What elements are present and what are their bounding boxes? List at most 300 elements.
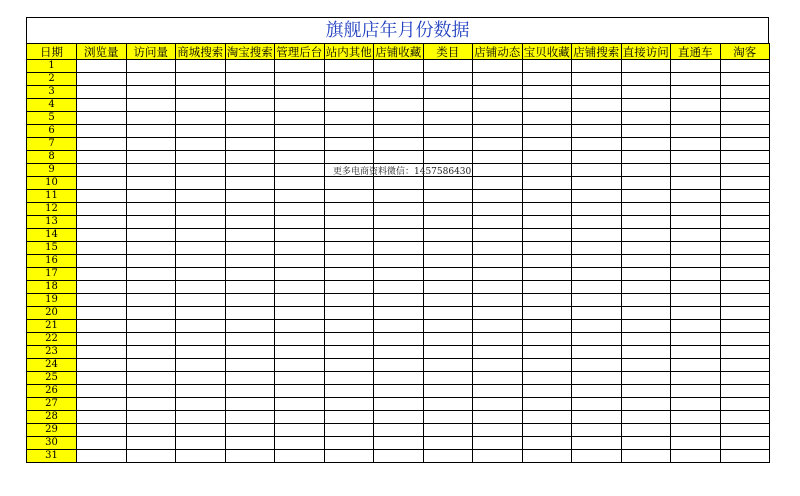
data-cell[interactable] (621, 424, 671, 437)
data-cell[interactable] (275, 424, 325, 437)
data-cell[interactable] (374, 242, 424, 255)
data-cell[interactable] (522, 229, 572, 242)
data-cell[interactable] (324, 203, 374, 216)
data-cell[interactable] (126, 203, 176, 216)
data-cell[interactable] (621, 359, 671, 372)
data-cell[interactable] (473, 320, 523, 333)
data-cell[interactable] (374, 437, 424, 450)
data-cell[interactable] (225, 242, 275, 255)
data-cell[interactable] (572, 333, 622, 346)
data-cell[interactable] (473, 294, 523, 307)
data-cell[interactable] (473, 138, 523, 151)
data-cell[interactable] (671, 138, 721, 151)
data-cell[interactable] (522, 73, 572, 86)
data-cell[interactable] (572, 229, 622, 242)
data-cell[interactable] (225, 112, 275, 125)
data-cell[interactable] (126, 216, 176, 229)
data-cell[interactable] (423, 203, 473, 216)
data-cell[interactable] (324, 385, 374, 398)
data-cell[interactable] (176, 60, 226, 73)
data-cell[interactable] (374, 398, 424, 411)
data-cell[interactable] (621, 372, 671, 385)
data-cell[interactable] (176, 216, 226, 229)
data-cell[interactable] (126, 151, 176, 164)
day-cell[interactable]: 20 (27, 307, 77, 320)
data-cell[interactable] (77, 437, 127, 450)
data-cell[interactable] (671, 294, 721, 307)
data-cell[interactable] (77, 320, 127, 333)
data-cell[interactable] (275, 307, 325, 320)
data-cell[interactable] (225, 73, 275, 86)
data-cell[interactable] (621, 281, 671, 294)
data-cell[interactable] (225, 86, 275, 99)
data-cell[interactable] (374, 73, 424, 86)
data-cell[interactable] (621, 151, 671, 164)
data-cell[interactable] (522, 372, 572, 385)
data-cell[interactable] (473, 112, 523, 125)
data-cell[interactable] (126, 229, 176, 242)
data-cell[interactable] (176, 346, 226, 359)
data-cell[interactable] (126, 177, 176, 190)
data-cell[interactable] (572, 99, 622, 112)
data-cell[interactable] (275, 151, 325, 164)
data-cell[interactable] (77, 86, 127, 99)
data-cell[interactable] (176, 450, 226, 463)
data-cell[interactable] (473, 86, 523, 99)
data-cell[interactable] (671, 268, 721, 281)
data-cell[interactable] (572, 73, 622, 86)
data-cell[interactable] (522, 437, 572, 450)
data-cell[interactable] (176, 320, 226, 333)
data-cell[interactable] (77, 281, 127, 294)
data-cell[interactable] (126, 86, 176, 99)
data-cell[interactable] (77, 216, 127, 229)
data-cell[interactable] (77, 411, 127, 424)
data-cell[interactable] (423, 411, 473, 424)
data-cell[interactable] (225, 190, 275, 203)
data-cell[interactable] (324, 281, 374, 294)
data-cell[interactable] (522, 255, 572, 268)
data-cell[interactable] (126, 112, 176, 125)
data-cell[interactable] (225, 216, 275, 229)
data-cell[interactable] (473, 307, 523, 320)
day-cell[interactable]: 29 (27, 424, 77, 437)
day-cell[interactable]: 21 (27, 320, 77, 333)
data-cell[interactable] (324, 73, 374, 86)
data-cell[interactable] (671, 203, 721, 216)
data-cell[interactable] (77, 307, 127, 320)
data-cell[interactable] (324, 359, 374, 372)
data-cell[interactable] (671, 411, 721, 424)
data-cell[interactable] (275, 385, 325, 398)
data-cell[interactable] (572, 125, 622, 138)
data-cell[interactable] (522, 112, 572, 125)
data-cell[interactable] (275, 177, 325, 190)
data-cell[interactable] (671, 151, 721, 164)
data-cell[interactable] (621, 320, 671, 333)
data-cell[interactable] (324, 138, 374, 151)
data-cell[interactable] (275, 216, 325, 229)
data-cell[interactable] (720, 398, 770, 411)
data-cell[interactable] (324, 294, 374, 307)
data-cell[interactable] (720, 255, 770, 268)
data-cell[interactable] (176, 333, 226, 346)
data-cell[interactable] (522, 151, 572, 164)
data-cell[interactable] (522, 320, 572, 333)
data-cell[interactable] (275, 138, 325, 151)
data-cell[interactable] (77, 112, 127, 125)
data-cell[interactable] (621, 307, 671, 320)
data-cell[interactable] (225, 138, 275, 151)
data-cell[interactable] (720, 359, 770, 372)
data-cell[interactable] (671, 177, 721, 190)
data-cell[interactable] (176, 255, 226, 268)
data-cell[interactable] (126, 281, 176, 294)
data-cell[interactable] (671, 60, 721, 73)
data-cell[interactable] (572, 86, 622, 99)
data-cell[interactable] (572, 268, 622, 281)
data-cell[interactable] (225, 372, 275, 385)
data-cell[interactable] (324, 268, 374, 281)
data-cell[interactable] (176, 112, 226, 125)
data-cell[interactable] (225, 164, 275, 177)
data-cell[interactable] (225, 281, 275, 294)
data-cell[interactable] (423, 346, 473, 359)
data-cell[interactable] (720, 437, 770, 450)
day-cell[interactable]: 9 (27, 164, 77, 177)
day-cell[interactable]: 2 (27, 73, 77, 86)
data-cell[interactable] (423, 216, 473, 229)
data-cell[interactable] (275, 268, 325, 281)
data-cell[interactable] (671, 372, 721, 385)
data-cell[interactable] (77, 424, 127, 437)
data-cell[interactable] (77, 385, 127, 398)
data-cell[interactable] (275, 294, 325, 307)
data-cell[interactable] (225, 437, 275, 450)
data-cell[interactable] (176, 411, 226, 424)
day-cell[interactable]: 31 (27, 450, 77, 463)
data-cell[interactable] (324, 99, 374, 112)
data-cell[interactable] (423, 86, 473, 99)
data-cell[interactable] (522, 125, 572, 138)
column-header[interactable]: 店铺动态 (474, 44, 521, 59)
data-cell[interactable] (77, 138, 127, 151)
data-cell[interactable] (473, 372, 523, 385)
data-cell[interactable] (374, 151, 424, 164)
data-cell[interactable] (572, 346, 622, 359)
data-cell[interactable] (374, 203, 424, 216)
data-cell[interactable] (572, 359, 622, 372)
data-cell[interactable] (176, 359, 226, 372)
data-cell[interactable] (176, 398, 226, 411)
data-cell[interactable] (324, 333, 374, 346)
data-cell[interactable] (374, 333, 424, 346)
data-cell[interactable] (324, 437, 374, 450)
day-cell[interactable]: 30 (27, 437, 77, 450)
data-cell[interactable] (720, 151, 770, 164)
data-cell[interactable] (621, 99, 671, 112)
data-cell[interactable] (572, 216, 622, 229)
data-cell[interactable] (423, 333, 473, 346)
data-cell[interactable] (522, 333, 572, 346)
data-cell[interactable] (522, 450, 572, 463)
data-cell[interactable] (225, 424, 275, 437)
day-cell[interactable]: 25 (27, 372, 77, 385)
data-cell[interactable] (324, 242, 374, 255)
data-cell[interactable] (621, 138, 671, 151)
data-cell[interactable] (473, 424, 523, 437)
data-cell[interactable] (77, 333, 127, 346)
data-cell[interactable] (225, 346, 275, 359)
data-cell[interactable] (374, 411, 424, 424)
column-header[interactable]: 直通车 (671, 44, 721, 60)
data-cell[interactable] (522, 60, 572, 73)
day-cell[interactable]: 6 (27, 125, 77, 138)
data-cell[interactable] (176, 73, 226, 86)
data-cell[interactable] (720, 268, 770, 281)
data-cell[interactable] (275, 99, 325, 112)
data-cell[interactable] (275, 359, 325, 372)
day-cell[interactable]: 7 (27, 138, 77, 151)
data-cell[interactable] (720, 294, 770, 307)
data-cell[interactable] (77, 398, 127, 411)
data-cell[interactable] (225, 125, 275, 138)
data-cell[interactable] (621, 73, 671, 86)
data-cell[interactable] (473, 255, 523, 268)
data-cell[interactable] (473, 164, 523, 177)
data-cell[interactable] (324, 346, 374, 359)
data-cell[interactable] (572, 281, 622, 294)
data-cell[interactable] (720, 424, 770, 437)
data-cell[interactable] (225, 333, 275, 346)
data-cell[interactable] (473, 99, 523, 112)
data-cell[interactable] (671, 190, 721, 203)
day-cell[interactable]: 26 (27, 385, 77, 398)
data-cell[interactable] (77, 255, 127, 268)
data-cell[interactable] (275, 190, 325, 203)
data-cell[interactable] (522, 398, 572, 411)
data-cell[interactable] (522, 424, 572, 437)
data-cell[interactable] (572, 320, 622, 333)
data-cell[interactable] (473, 411, 523, 424)
data-cell[interactable] (374, 450, 424, 463)
data-cell[interactable] (572, 164, 622, 177)
data-cell[interactable] (176, 151, 226, 164)
data-cell[interactable] (275, 255, 325, 268)
data-cell[interactable] (126, 411, 176, 424)
column-header[interactable]: 站内其他 (325, 44, 372, 59)
data-cell[interactable] (77, 177, 127, 190)
data-cell[interactable] (621, 411, 671, 424)
data-cell[interactable] (77, 229, 127, 242)
data-cell[interactable] (621, 112, 671, 125)
data-cell[interactable] (176, 242, 226, 255)
data-cell[interactable] (275, 346, 325, 359)
data-cell[interactable] (374, 125, 424, 138)
data-cell[interactable] (473, 60, 523, 73)
data-cell[interactable] (473, 151, 523, 164)
data-cell[interactable] (572, 372, 622, 385)
day-cell[interactable]: 17 (27, 268, 77, 281)
data-cell[interactable] (225, 398, 275, 411)
data-cell[interactable] (720, 203, 770, 216)
data-cell[interactable] (423, 138, 473, 151)
data-cell[interactable] (77, 372, 127, 385)
data-cell[interactable] (176, 385, 226, 398)
column-header[interactable]: 商城搜索 (177, 44, 224, 59)
data-cell[interactable] (423, 151, 473, 164)
data-cell[interactable] (473, 281, 523, 294)
data-cell[interactable] (126, 73, 176, 86)
data-cell[interactable] (275, 281, 325, 294)
data-cell[interactable] (126, 398, 176, 411)
data-cell[interactable] (176, 138, 226, 151)
data-cell[interactable] (423, 398, 473, 411)
data-cell[interactable] (423, 294, 473, 307)
data-cell[interactable] (275, 125, 325, 138)
data-cell[interactable] (671, 385, 721, 398)
data-cell[interactable] (621, 398, 671, 411)
day-cell[interactable]: 3 (27, 86, 77, 99)
data-cell[interactable] (720, 333, 770, 346)
day-cell[interactable]: 23 (27, 346, 77, 359)
data-cell[interactable] (473, 346, 523, 359)
day-cell[interactable]: 19 (27, 294, 77, 307)
data-cell[interactable] (720, 112, 770, 125)
data-cell[interactable] (720, 450, 770, 463)
data-cell[interactable] (720, 138, 770, 151)
data-cell[interactable] (275, 242, 325, 255)
data-cell[interactable] (374, 60, 424, 73)
data-cell[interactable] (473, 437, 523, 450)
data-cell[interactable] (126, 294, 176, 307)
data-cell[interactable] (522, 190, 572, 203)
data-cell[interactable] (324, 151, 374, 164)
data-cell[interactable] (572, 60, 622, 73)
data-cell[interactable] (572, 307, 622, 320)
data-cell[interactable] (423, 112, 473, 125)
data-cell[interactable] (225, 307, 275, 320)
data-cell[interactable] (176, 268, 226, 281)
data-cell[interactable] (522, 268, 572, 281)
data-cell[interactable] (374, 190, 424, 203)
data-cell[interactable] (572, 112, 622, 125)
data-cell[interactable] (324, 398, 374, 411)
data-cell[interactable] (275, 411, 325, 424)
data-cell[interactable] (720, 86, 770, 99)
day-cell[interactable]: 28 (27, 411, 77, 424)
day-cell[interactable]: 15 (27, 242, 77, 255)
data-cell[interactable] (126, 437, 176, 450)
data-cell[interactable] (522, 307, 572, 320)
data-cell[interactable] (225, 268, 275, 281)
data-cell[interactable] (473, 216, 523, 229)
data-cell[interactable] (324, 411, 374, 424)
day-cell[interactable]: 27 (27, 398, 77, 411)
data-cell[interactable] (423, 359, 473, 372)
data-cell[interactable] (374, 385, 424, 398)
data-cell[interactable] (126, 450, 176, 463)
data-cell[interactable] (720, 125, 770, 138)
data-cell[interactable] (374, 112, 424, 125)
data-cell[interactable] (275, 203, 325, 216)
data-cell[interactable] (374, 255, 424, 268)
data-cell[interactable] (671, 86, 721, 99)
data-cell[interactable] (324, 307, 374, 320)
day-cell[interactable]: 5 (27, 112, 77, 125)
data-cell[interactable] (374, 86, 424, 99)
data-cell[interactable] (126, 190, 176, 203)
data-cell[interactable] (225, 450, 275, 463)
data-cell[interactable] (423, 242, 473, 255)
data-cell[interactable] (720, 307, 770, 320)
data-cell[interactable] (77, 99, 127, 112)
data-cell[interactable] (176, 86, 226, 99)
column-header[interactable]: 直接访问 (622, 44, 669, 59)
data-cell[interactable] (374, 359, 424, 372)
data-cell[interactable] (176, 372, 226, 385)
data-cell[interactable] (473, 177, 523, 190)
data-cell[interactable] (572, 411, 622, 424)
data-cell[interactable] (572, 138, 622, 151)
data-cell[interactable] (126, 372, 176, 385)
column-header[interactable]: 宝贝收藏 (523, 44, 570, 59)
column-header[interactable]: 浏览量 (77, 44, 127, 60)
day-cell[interactable]: 13 (27, 216, 77, 229)
data-cell[interactable] (126, 333, 176, 346)
data-cell[interactable] (77, 294, 127, 307)
data-cell[interactable] (621, 203, 671, 216)
data-cell[interactable] (126, 320, 176, 333)
data-cell[interactable] (275, 450, 325, 463)
data-cell[interactable] (720, 177, 770, 190)
data-cell[interactable] (324, 255, 374, 268)
data-cell[interactable] (374, 268, 424, 281)
data-cell[interactable] (423, 229, 473, 242)
data-cell[interactable] (374, 229, 424, 242)
data-cell[interactable] (473, 229, 523, 242)
data-cell[interactable] (621, 216, 671, 229)
data-cell[interactable] (374, 307, 424, 320)
data-cell[interactable] (720, 346, 770, 359)
data-cell[interactable] (720, 320, 770, 333)
data-cell[interactable] (423, 125, 473, 138)
data-cell[interactable] (473, 242, 523, 255)
data-cell[interactable] (572, 151, 622, 164)
data-cell[interactable] (374, 99, 424, 112)
data-cell[interactable] (522, 86, 572, 99)
data-cell[interactable] (423, 307, 473, 320)
data-cell[interactable] (522, 242, 572, 255)
data-cell[interactable] (423, 385, 473, 398)
data-cell[interactable] (225, 411, 275, 424)
data-cell[interactable] (572, 255, 622, 268)
data-cell[interactable] (522, 216, 572, 229)
data-cell[interactable] (423, 99, 473, 112)
data-cell[interactable] (324, 86, 374, 99)
data-cell[interactable] (225, 320, 275, 333)
data-cell[interactable] (176, 307, 226, 320)
column-header[interactable]: 淘宝搜索 (226, 44, 273, 59)
data-cell[interactable] (176, 229, 226, 242)
data-cell[interactable] (720, 216, 770, 229)
data-cell[interactable] (176, 424, 226, 437)
data-cell[interactable] (720, 372, 770, 385)
column-header[interactable]: 访问量 (126, 44, 176, 60)
day-cell[interactable]: 14 (27, 229, 77, 242)
data-cell[interactable] (126, 60, 176, 73)
data-cell[interactable] (126, 242, 176, 255)
